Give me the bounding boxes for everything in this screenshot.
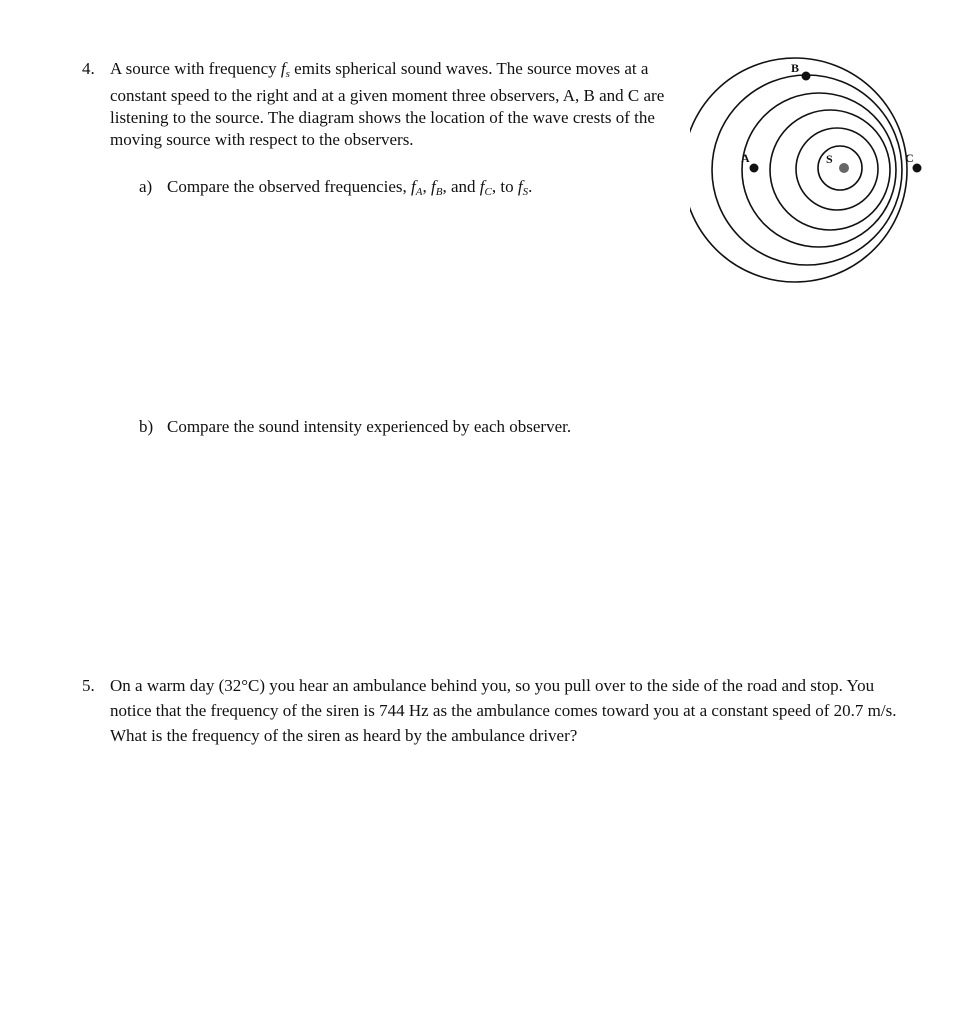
wave-crest-3 [742, 93, 896, 247]
observer-b-dot [802, 72, 811, 81]
question-number: 4. [82, 59, 95, 78]
frequency-symbol: $f_B$ [431, 177, 443, 198]
part-a-label: a) [139, 177, 153, 196]
question-4a [139, 177, 699, 198]
question-5-text: On a warm day (32°C) you hear an ambulance behind you, so you pull over to the side of the road and stop. You notice that the frequency of the siren is 744 Hz as the ambulance comes toward you at a constant speed of 20.7 m/s. What is the frequency of the siren as heard by the ambulance driver? [110, 676, 897, 745]
frequency-symbol: $f_s$ [280, 59, 290, 80]
wave-crest-5 [796, 128, 878, 210]
observer-b-label: B [791, 61, 800, 75]
source-dot [839, 163, 849, 173]
observer-c-dot [913, 164, 922, 173]
question-number: 5. [82, 676, 95, 695]
question-4b [139, 417, 699, 437]
doppler-diagram [690, 55, 930, 285]
frequency-symbol: $f_S$ [517, 177, 529, 198]
frequency-symbol: $f_A$ [411, 177, 423, 198]
frequency-symbol: $f_C$ [479, 177, 492, 198]
observer-c-label: C [905, 151, 914, 165]
wave-crest-1 [690, 58, 907, 282]
wave-crest-2 [712, 75, 902, 265]
question-4-text: A source with frequency $f_s$ emits spherical sound waves. The source moves at a constant speed to the right and at a given moment three observers, A, B and C are listening to the source. The diagram shows the location of the wave crests of the moving source with respect to the observers. [110, 59, 665, 149]
observer-a-dot [750, 164, 759, 173]
part-b-text: Compare the sound intensity experienced by each observer. [167, 417, 572, 436]
part-a-text: Compare the observed frequencies, $f_A$, $f_B$, and $f_C$, to $f_S$. [167, 177, 533, 198]
source-label: S [826, 152, 833, 166]
part-b-label: b) [139, 417, 154, 436]
observer-a-label: A [741, 151, 750, 165]
